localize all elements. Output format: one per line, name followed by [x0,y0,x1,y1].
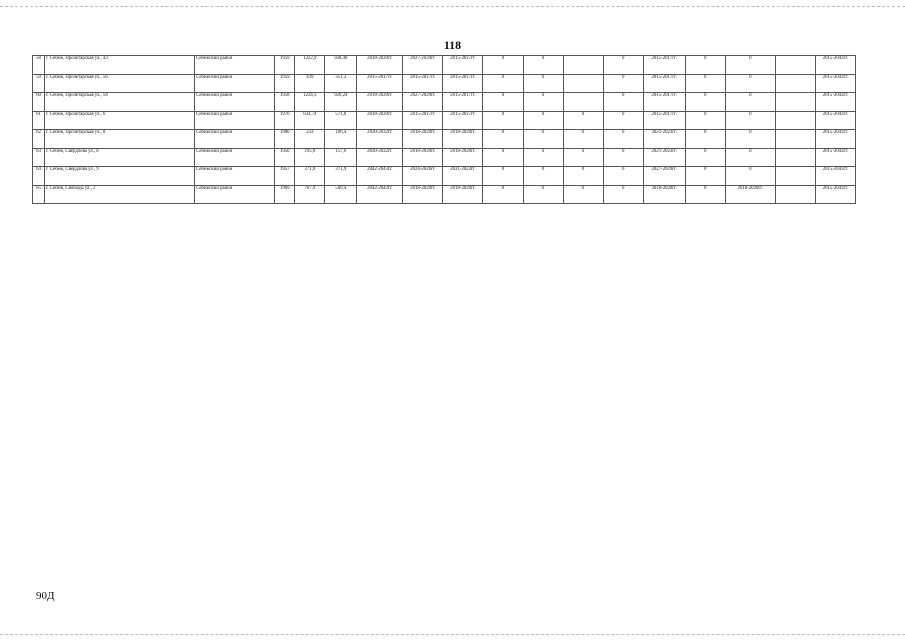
cell-p4: 0 [483,167,523,186]
cell-p6 [563,56,603,75]
cell-p10: 0 [725,74,775,93]
cell-district: Себежский район [195,111,275,130]
cell-p2: 2018-2020гг. [403,148,443,167]
cell-p1: 2030-2032гг. [357,148,403,167]
cell-p11 [775,56,815,75]
cell-addr: г. Себеж, Пролетарская ул., 43 [45,56,195,75]
cell-a2: 571,8 [325,111,357,130]
cell-p4: 0 [483,56,523,75]
cell-district: Себежский район [195,185,275,204]
cell-a1: 634,74 [295,111,325,130]
table-row [33,56,856,75]
cell-p11 [775,185,815,204]
cell-p9: 0 [685,130,725,149]
cell-p7: 0 [603,93,643,112]
cell-p8: 2021-2023гг. [643,148,685,167]
top-edge [0,6,905,8]
table-row [33,130,856,149]
cell-p11 [775,93,815,112]
cell-year: 1959 [275,74,295,93]
cell-year: 1980 [275,130,295,149]
cell-district: Себежский район [195,148,275,167]
cell-p11 [775,74,815,93]
cell-p3: 2018-2020гг. [443,148,483,167]
cell-p9: 0 [685,74,725,93]
cell-addr: г. Себеж, Свердлова ул., 9 [45,167,195,186]
cell-p11 [775,148,815,167]
cell-p6 [563,74,603,93]
cell-p11 [775,130,815,149]
cell-p12: 2015-2043гг. [815,185,855,204]
cell-p6: 0 [563,185,603,204]
cell-p1: 2018-2020гг. [357,111,403,130]
cell-p2: 2018-2020гг. [403,130,443,149]
cell-p9: 0 [685,111,725,130]
cell-p4: 0 [483,185,523,204]
cell-a2: 920,24 [325,93,357,112]
cell-p12: 2015-2043гг. [815,56,855,75]
cell-p1: 2042-2043гг. [357,185,403,204]
cell-n: 65 [33,185,45,204]
cell-p9: 0 [685,167,725,186]
cell-p8: 2015-2017гг. [643,74,685,93]
cell-a2: 157,6 [325,148,357,167]
cell-p8: 2015-2017гг. [643,56,685,75]
cell-p2: 2027-2029гг. [403,93,443,112]
cell-p4: 0 [483,93,523,112]
cell-n: 63 [33,148,45,167]
cell-p3: 2015-2017гг. [443,56,483,75]
cell-p1: 2018-2020гг. [357,56,403,75]
cell-p10: 0 [725,111,775,130]
cell-p12: 2015-2043гг. [815,74,855,93]
cell-p12: 2015-2043гг. [815,148,855,167]
cell-p12: 2015-2043гг. [815,93,855,112]
cell-p10: 2018-2020гг. [725,185,775,204]
cell-a2: 186,4 [325,130,357,149]
cell-a1: 439 [295,74,325,93]
cell-p6: 0 [563,167,603,186]
page-number: 118 [443,38,462,52]
cell-p8: 2015-2017гг. [643,93,685,112]
cell-p5: 0 [523,185,563,204]
cell-p5: 0 [523,148,563,167]
table-row [33,111,856,130]
cell-year: 1958 [275,93,295,112]
table-row [33,93,856,112]
cell-p10: 0 [725,130,775,149]
cell-p12: 2015-2043гг. [815,130,855,149]
cell-addr: г. Себеж, Свердлова ул., 8 [45,148,195,167]
cell-district: Себежский район [195,130,275,149]
cell-p2: 2015-2017гг. [403,111,443,130]
cell-a1: 195,9 [295,148,325,167]
cell-addr: г. Себеж, Пролетарская ул., 56 [45,74,195,93]
data-table [32,55,856,204]
cell-p5: 0 [523,93,563,112]
cell-p6 [563,93,603,112]
cell-a1: 1234,3 [295,93,325,112]
cell-a2: 371,9 [325,167,357,186]
cell-a1: 233 [295,130,325,149]
cell-year: 1950 [275,148,295,167]
cell-p8: 2027-2029гг. [643,167,685,186]
cell-p2: 2015-2017гг. [403,74,443,93]
footer-mark: 90Д [36,590,55,602]
cell-district: Себежский район [195,74,275,93]
cell-p3: 2018-2020гг. [443,130,483,149]
cell-n: 60 [33,93,45,112]
cell-n: 64 [33,167,45,186]
cell-p10: 0 [725,56,775,75]
cell-p1: 2030-2032гг. [357,130,403,149]
cell-p11 [775,167,815,186]
cell-p10: 0 [725,148,775,167]
cell-p12: 2015-2043гг. [815,167,855,186]
cell-p8: 2021-2023гг. [643,130,685,149]
cell-year: 1969 [275,185,295,204]
cell-p7: 0 [603,56,643,75]
cell-p2: 2024-2026гг. [403,167,443,186]
cell-district: Себежский район [195,167,275,186]
cell-p7: 0 [603,130,643,149]
cell-p8: 2018-2020гг. [643,185,685,204]
cell-p2: 2027-2029гг. [403,56,443,75]
cell-p4: 0 [483,130,523,149]
cell-p5: 0 [523,111,563,130]
cell-district: Себежский район [195,56,275,75]
cell-a2: 509,4 [325,185,357,204]
cell-addr: г. Себеж, Пролетарская ул., 6 [45,111,195,130]
cell-p10: 0 [725,93,775,112]
table-row [33,74,856,93]
cell-p5: 0 [523,130,563,149]
cell-addr: г. Себеж, Свободы ул., 2 [45,185,195,204]
cell-p7: 0 [603,74,643,93]
cell-p9: 0 [685,93,725,112]
cell-a2: 351,2 [325,74,357,93]
bottom-edge [0,634,905,636]
cell-year: 1976 [275,111,295,130]
cell-p9: 0 [685,148,725,167]
cell-n: 62 [33,130,45,149]
cell-p6: 0 [563,111,603,130]
cell-p4: 0 [483,111,523,130]
cell-p3: 2015-2017гг. [443,74,483,93]
cell-addr: г. Себеж, Пролетарская ул., 58 [45,93,195,112]
cell-p7: 0 [603,167,643,186]
cell-p5: 0 [523,56,563,75]
table-row [33,185,856,204]
cell-p9: 0 [685,185,725,204]
cell-a2: 938,48 [325,56,357,75]
cell-p9: 0 [685,56,725,75]
cell-p8: 2015-2017гг. [643,111,685,130]
table-row [33,148,856,167]
cell-n: 61 [33,111,45,130]
cell-p6: 0 [563,148,603,167]
cell-p3: 2021-2023гг. [443,167,483,186]
cell-district: Себежский район [195,93,275,112]
cell-p10: 0 [725,167,775,186]
cell-p3: 2018-2020гг. [443,185,483,204]
cell-p7: 0 [603,148,643,167]
table-row [33,167,856,186]
cell-p2: 2018-2020гг. [403,185,443,204]
cell-year: 1957 [275,167,295,186]
cell-p7: 0 [603,111,643,130]
cell-n: 58 [33,56,45,75]
cell-p1: 2042-2043гг. [357,167,403,186]
cell-p5: 0 [523,167,563,186]
cell-p12: 2015-2043гг. [815,111,855,130]
cell-p1: 2015-2017гг. [357,74,403,93]
cell-p3: 2015-2017гг. [443,93,483,112]
cell-a1: 371,9 [295,167,325,186]
cell-a1: 767,9 [295,185,325,204]
cell-p7: 0 [603,185,643,204]
cell-p4: 0 [483,74,523,93]
cell-p5: 0 [523,74,563,93]
cell-p4: 0 [483,148,523,167]
cell-addr: г. Себеж, Пролетарская ул., 8 [45,130,195,149]
cell-a1: 1222,9 [295,56,325,75]
cell-p11 [775,111,815,130]
cell-year: 1959 [275,56,295,75]
cell-p3: 2015-2017гг. [443,111,483,130]
cell-n: 59 [33,74,45,93]
cell-p1: 2018-2020гг. [357,93,403,112]
cell-p6: 0 [563,130,603,149]
